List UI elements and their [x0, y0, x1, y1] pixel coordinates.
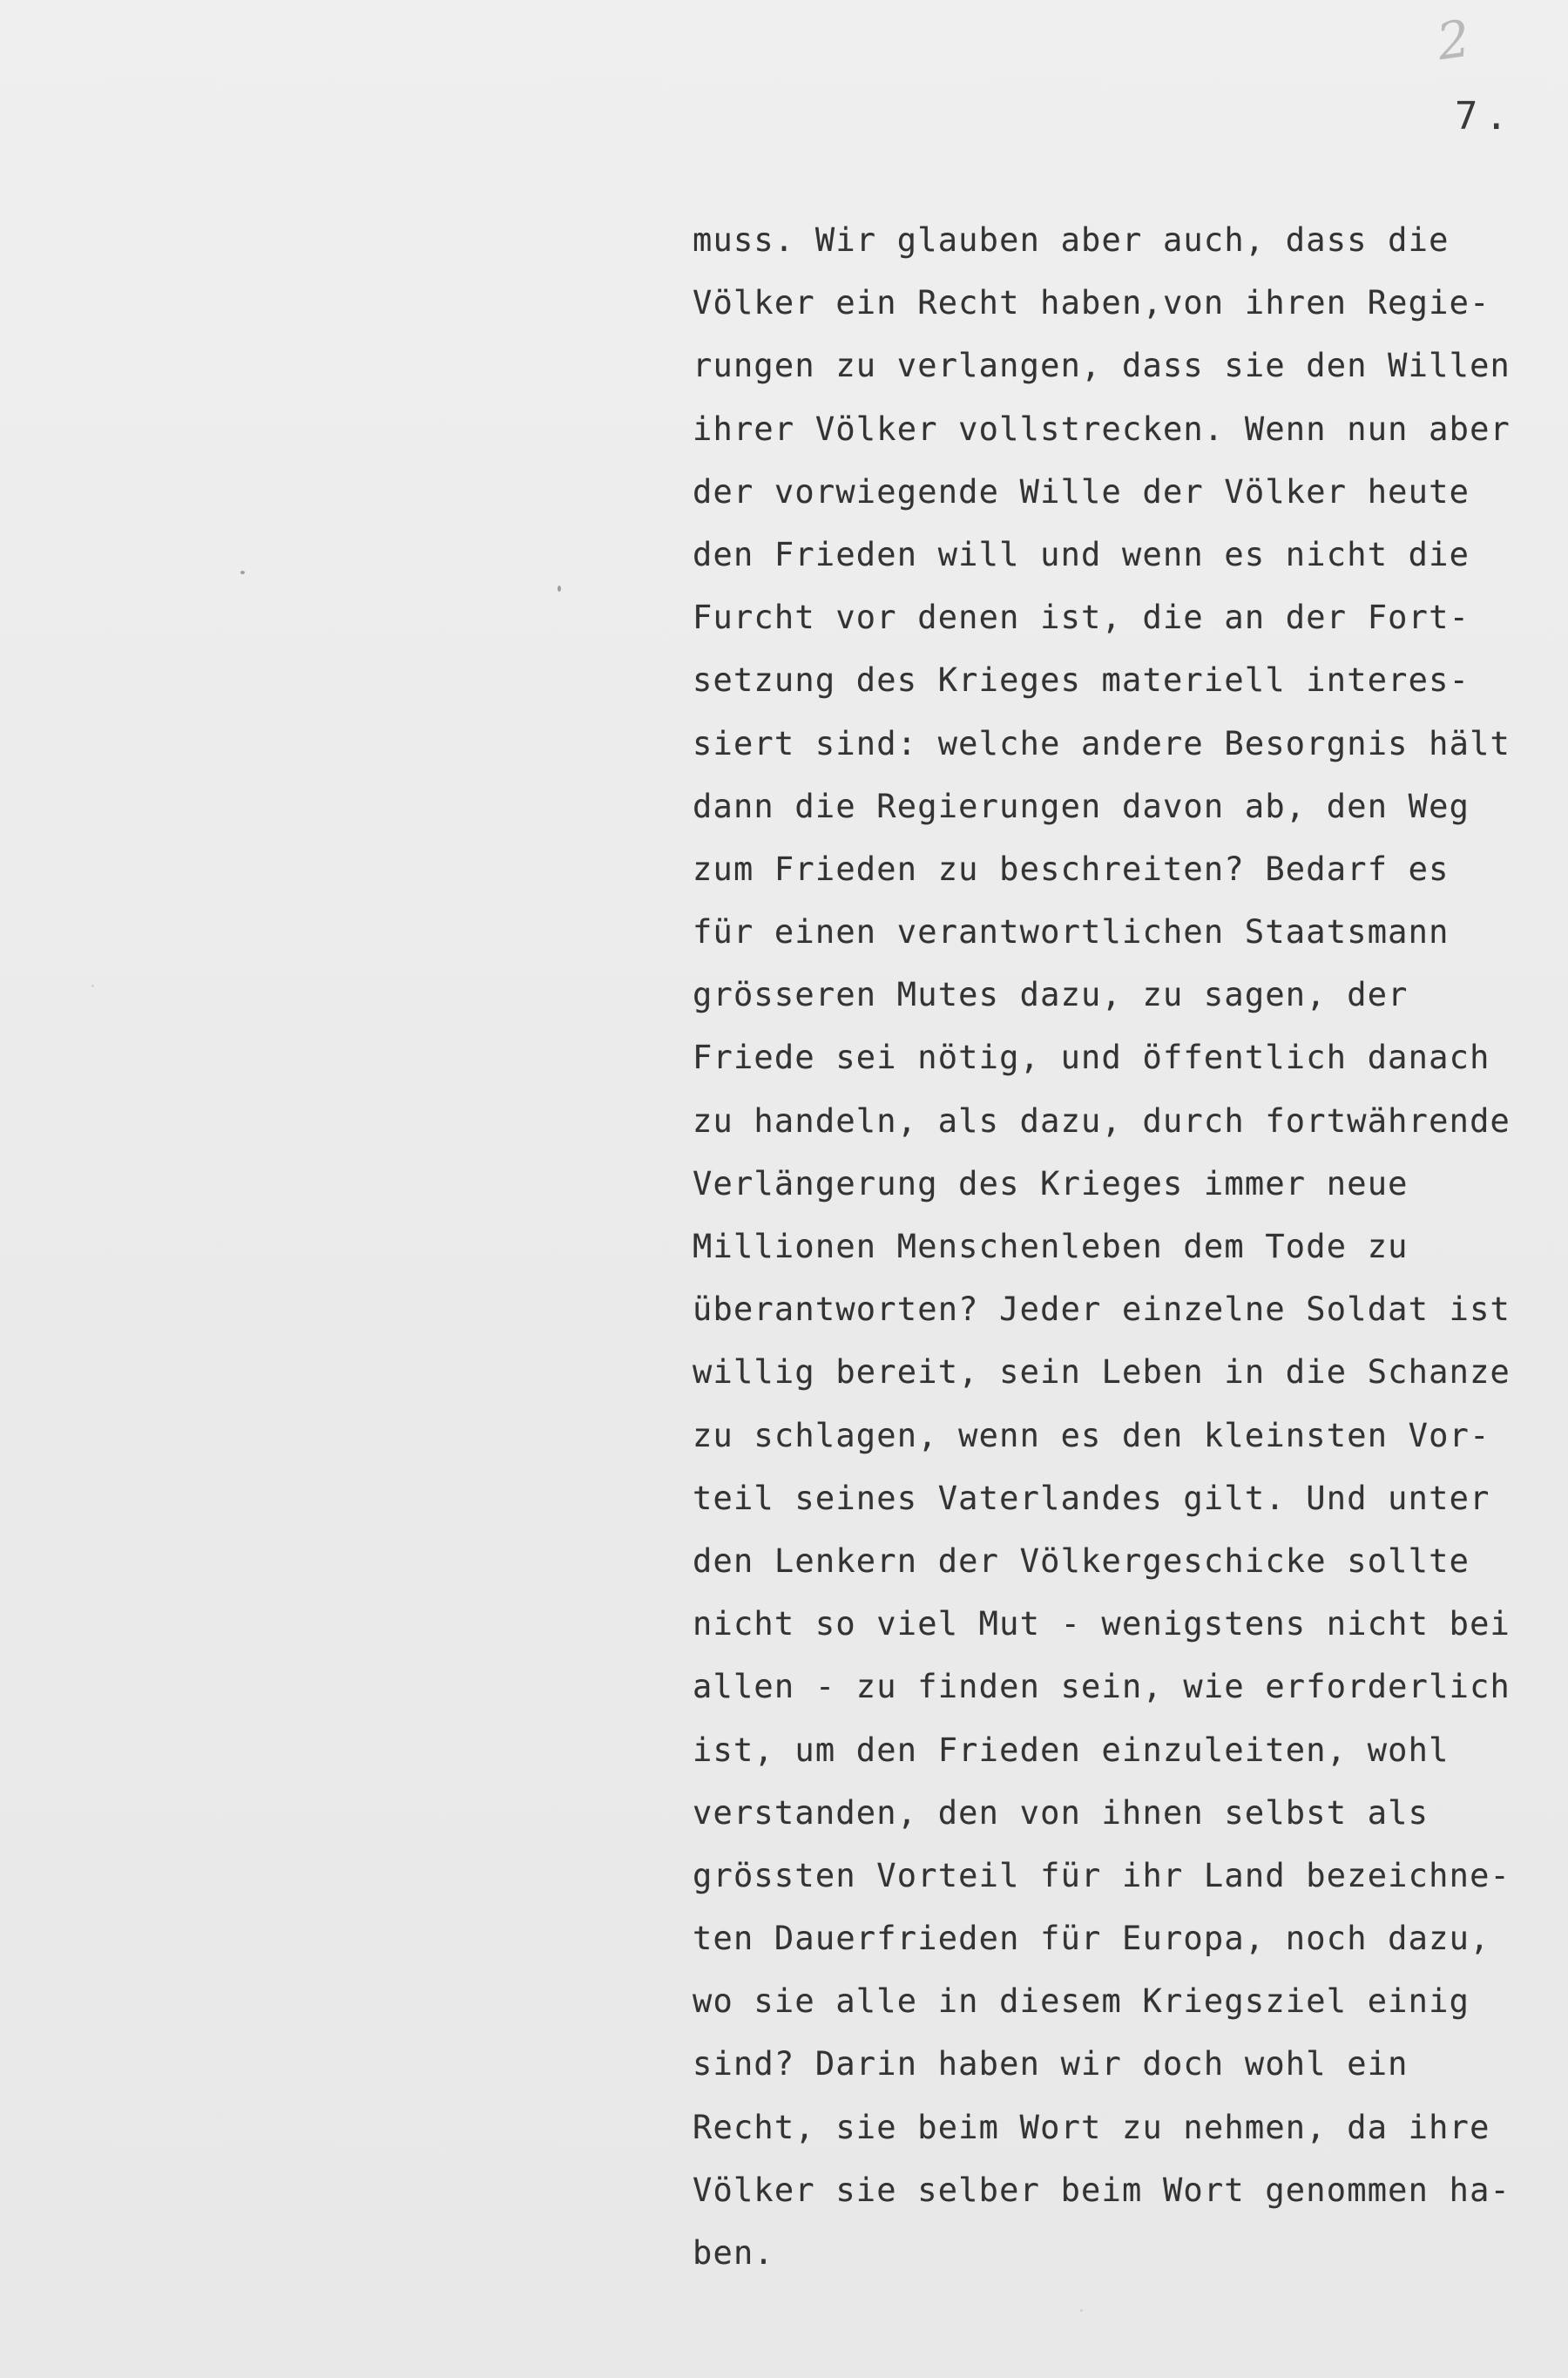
- paper-speck: [91, 985, 94, 987]
- text-line: Friede sei nötig, und öffentlich danach: [693, 1039, 1490, 1077]
- text-line: wo sie alle in diesem Kriegsziel einig: [693, 1982, 1470, 2021]
- text-line: ten Dauerfrieden für Europa, noch dazu,: [693, 1920, 1490, 1958]
- text-line: siert sind: welche andere Besorgnis hält: [693, 724, 1511, 762]
- text-line: nicht so viel Mut - wenigstens nicht bei: [693, 1605, 1511, 1643]
- text-line: zu handeln, als dazu, durch fortwährende: [693, 1101, 1511, 1140]
- text-line: teil seines Vaterlandes gilt. Und unter: [693, 1479, 1490, 1517]
- text-line: Verlängerung des Krieges immer neue: [693, 1164, 1409, 1203]
- text-line: ihrer Völker vollstrecken. Wenn nun aber: [693, 410, 1511, 448]
- text-line: ben.: [693, 2234, 774, 2272]
- text-line: sind? Darin haben wir doch wohl ein: [693, 2045, 1409, 2083]
- text-line: Millionen Menschenleben dem Tode zu: [693, 1228, 1409, 1265]
- paper-speck: [1080, 2309, 1083, 2312]
- text-line: setzung des Krieges materiell interes-: [693, 661, 1470, 700]
- text-line: den Lenkern der Völkergeschicke sollte: [693, 1541, 1470, 1580]
- text-line: zum Frieden zu beschreiten? Bedarf es: [693, 850, 1450, 888]
- text-line: verstanden, den von ihnen selbst als: [693, 1793, 1429, 1832]
- text-line: der vorwiegende Wille der Völker heute: [693, 472, 1470, 511]
- typed-text-block: [693, 209, 1564, 2285]
- pencil-page-mark: 2: [1433, 8, 1474, 72]
- page-number: 7.: [1455, 94, 1515, 139]
- text-line: Furcht vor denen ist, die an der Fort-: [693, 599, 1470, 637]
- text-line: allen - zu finden sein, wie erforderlich: [693, 1668, 1511, 1706]
- text-line: Recht, sie beim Wort zu nehmen, da ihre: [693, 2108, 1490, 2146]
- text-line: dann die Regierungen davon ab, den Weg: [693, 787, 1470, 825]
- text-line: den Frieden will und wenn es nicht die: [693, 535, 1470, 573]
- paper-speck: [558, 586, 561, 592]
- text-line: muss. Wir glauben aber auch, dass die: [693, 221, 1450, 259]
- text-line: rungen zu verlangen, dass sie den Willen: [693, 347, 1511, 385]
- text-line: zu schlagen, wenn es den kleinsten Vor-: [693, 1416, 1490, 1454]
- text-line: ist, um den Frieden einzuleiten, wohl: [693, 1731, 1450, 1769]
- text-line: Völker sie selber beim Wort genommen ha-: [693, 2171, 1511, 2209]
- paper-speck: [240, 571, 245, 574]
- text-line: willig bereit, sein Leben in die Schanze: [693, 1353, 1511, 1392]
- text-line: grössten Vorteil für ihr Land bezeichne-: [693, 1856, 1511, 1894]
- text-line: für einen verantwortlichen Staatsmann: [693, 913, 1450, 952]
- text-line: Völker ein Recht haben,von ihren Regie-: [693, 284, 1490, 322]
- text-line: grösseren Mutes dazu, zu sagen, der: [693, 976, 1409, 1014]
- text-line: überantworten? Jeder einzelne Soldat ist: [693, 1291, 1511, 1329]
